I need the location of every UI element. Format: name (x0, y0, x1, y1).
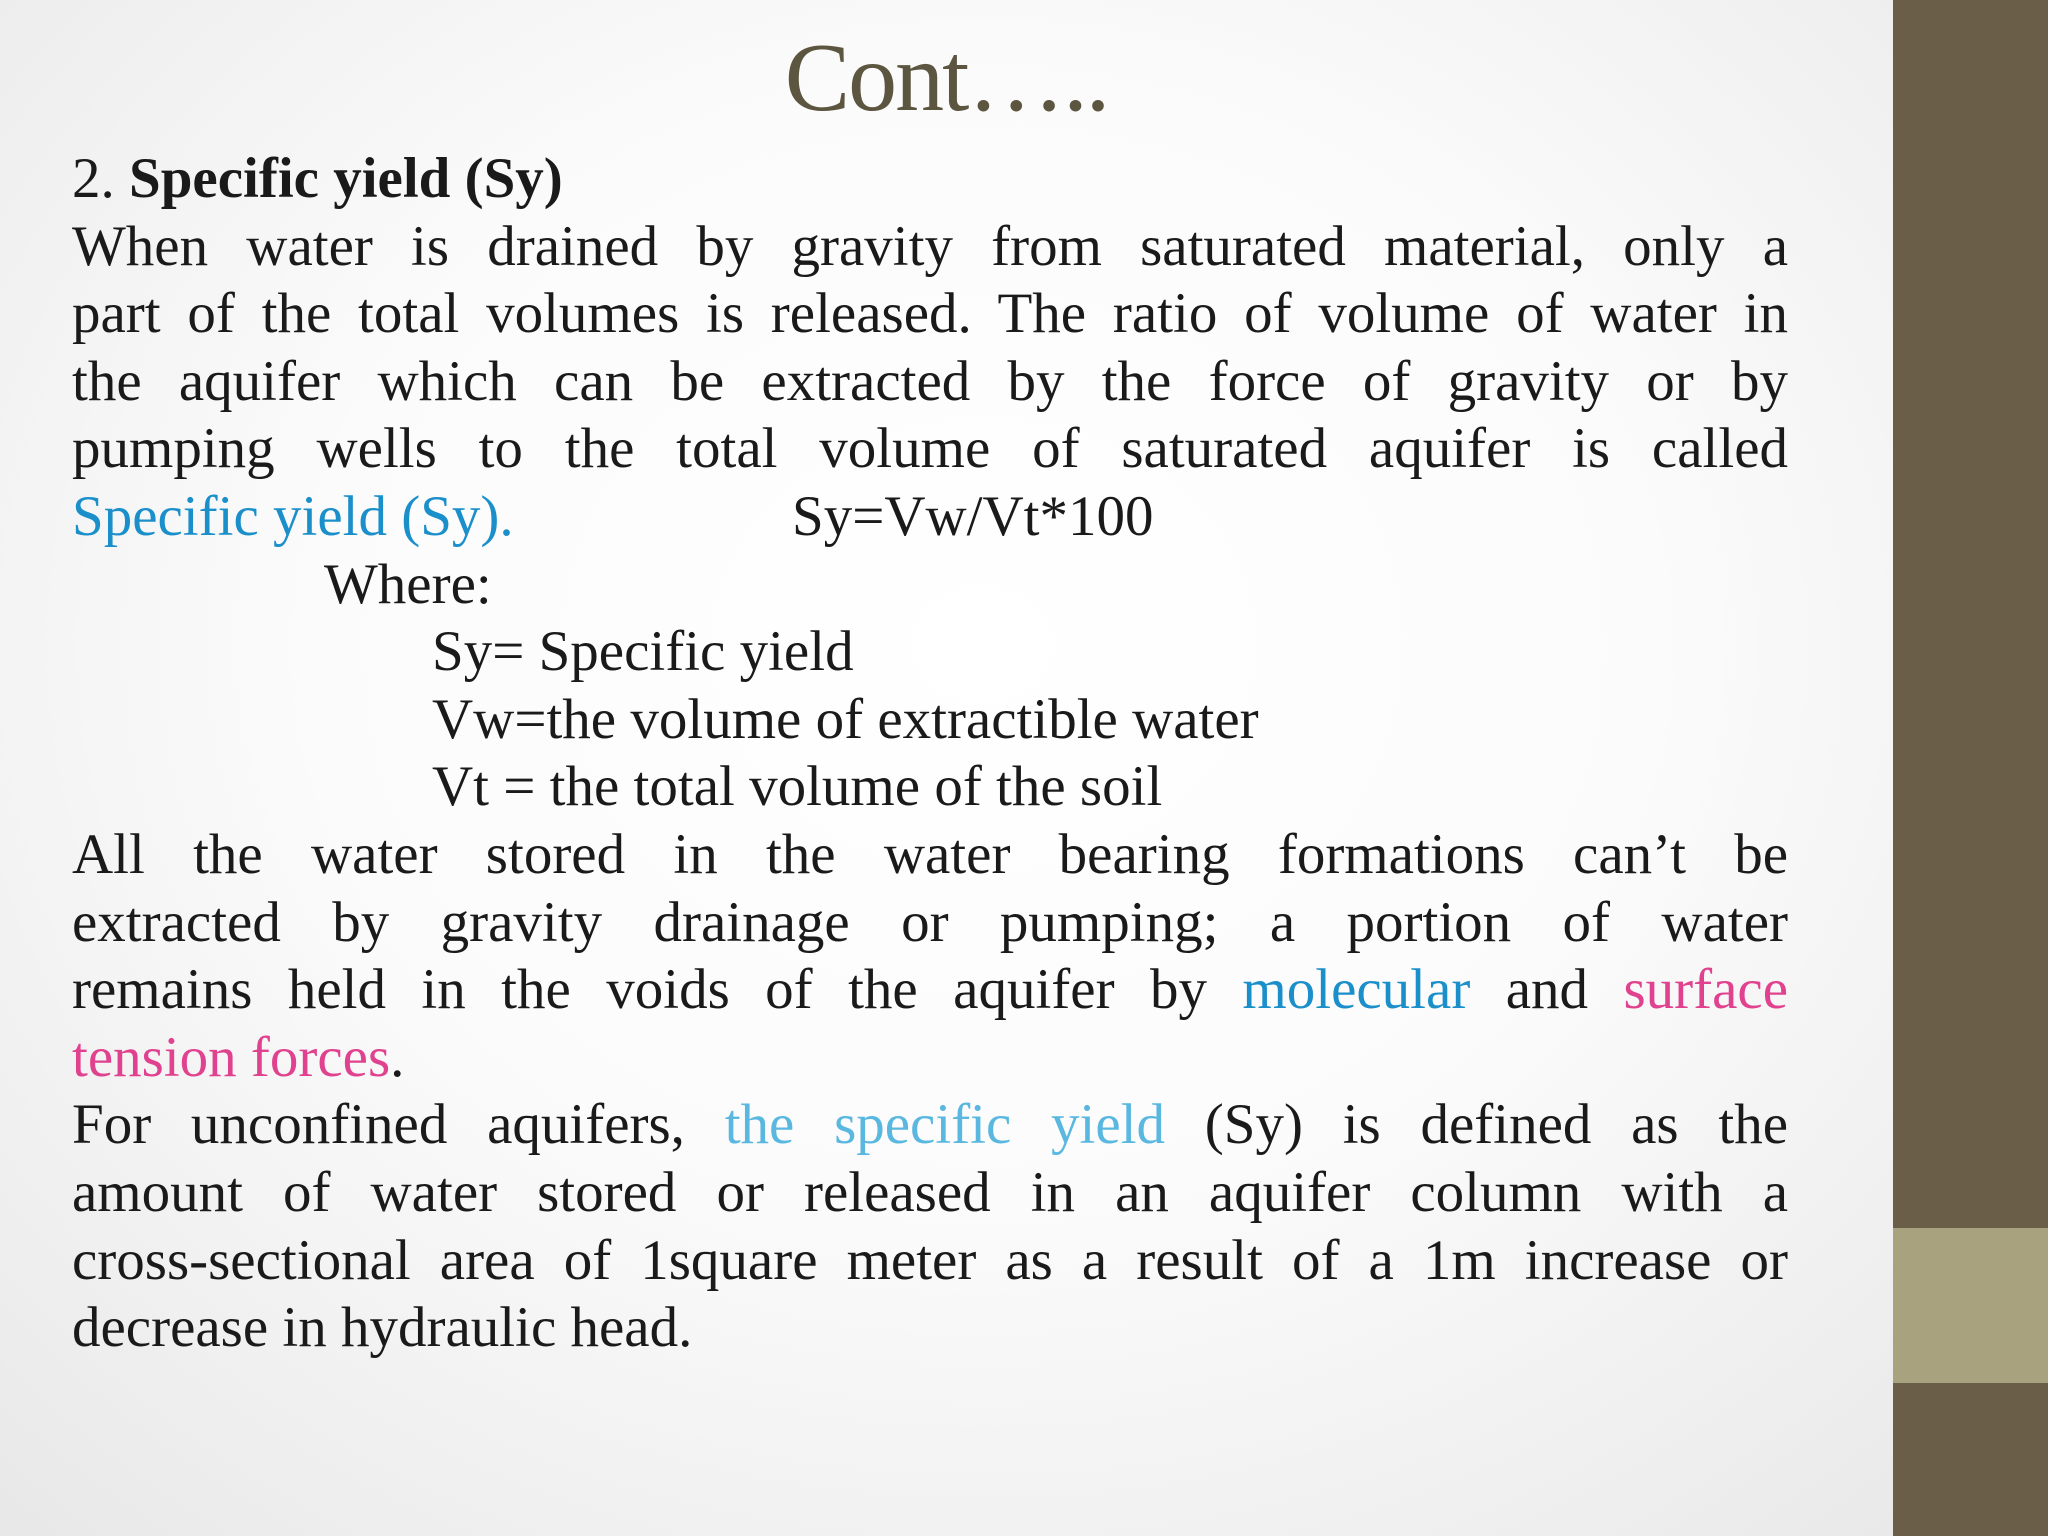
text-run: (Sy) is defined as the (1165, 1093, 1788, 1157)
text-run: remains held in the voids of the aquifer by (72, 958, 1243, 1022)
definition-line: Sy= Specific yield (432, 620, 854, 684)
paragraph-line: All the water stored in the water bearing formations can’t be (72, 822, 1788, 886)
paragraph-line: decrease in hydraulic head. (72, 1296, 693, 1360)
text-run: For unconfined aquifers, (72, 1093, 725, 1157)
specific-yield-term: Specific yield (Sy). (72, 484, 514, 548)
text-run: . (390, 1025, 405, 1089)
heading-bold: Specific yield (Sy) (129, 147, 563, 210)
paragraph-line: pumping wells to the total volume of saturated aquifer is called (72, 417, 1788, 481)
section-heading (72, 145, 1788, 213)
formula: Sy=Vw/Vt*100 (792, 484, 1154, 548)
paragraph-line: the aquifer which can be extracted by the force of gravity or by (72, 349, 1788, 413)
paragraph-line-colored (72, 1091, 1788, 1159)
slide-title: Cont….. (784, 24, 1109, 132)
paragraph-line-colored (72, 956, 1788, 1024)
definition-line: Vt = the total volume of the soil (432, 755, 1163, 819)
heading-number: 2. (72, 147, 129, 210)
paragraph-line: cross-sectional area of 1square meter as a result of a 1m increase or (72, 1228, 1788, 1292)
term-formula-line (72, 483, 1788, 551)
molecular-term: molecular (1242, 958, 1471, 1022)
surface-term: surface (1623, 958, 1788, 1022)
paragraph-line: When water is drained by gravity from saturated material, only a (72, 214, 1788, 278)
where-label: Where: (324, 552, 492, 616)
text-run: and (1470, 958, 1624, 1022)
slide-body (72, 145, 1788, 1362)
paragraph-line-colored (72, 1024, 1788, 1092)
paragraph-line: part of the total volumes is released. The ratio of volume of water in (72, 282, 1788, 346)
sidebar-accent-block (1893, 1228, 2048, 1383)
specific-yield-term-2: the specific yield (724, 1093, 1166, 1157)
paragraph-line: amount of water stored or released in an aquifer column with a (72, 1160, 1788, 1224)
paragraph-line: extracted by gravity drainage or pumping; a portion of water (72, 890, 1788, 954)
definition-line: Vw=the volume of extractible water (432, 687, 1259, 751)
tension-forces-term: tension forces (72, 1025, 391, 1089)
